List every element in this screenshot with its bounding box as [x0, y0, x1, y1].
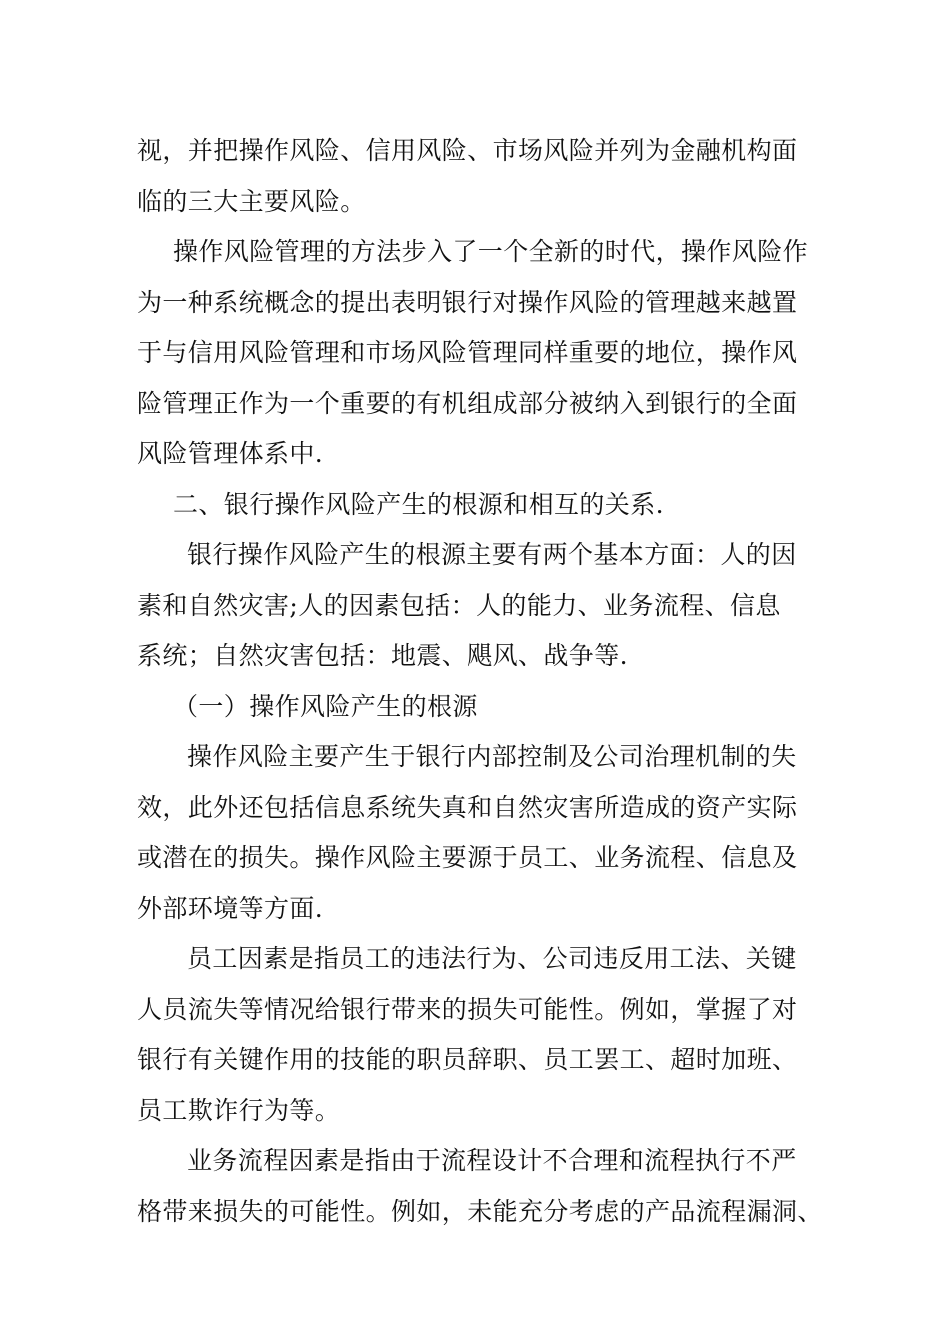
- text-line: 素和自然灾害;人的因素包括：人的能力、业务流程、信息: [137, 590, 781, 620]
- text-line: 格带来损失的可能性。例如，未能充分考虑的产品流程漏洞、: [137, 1196, 823, 1226]
- subsection-heading: （一）操作风险产生的根源: [173, 691, 478, 721]
- text-line: 风险管理体系中.: [137, 439, 324, 468]
- text-line: 临的三大主要风险。: [137, 186, 366, 216]
- text-line: 银行有关键作用的技能的职员辞职、员工罢工、超时加班、: [137, 1045, 798, 1074]
- paragraph-start-line: 操作风险管理的方法步入了一个全新的时代，操作风险作: [173, 237, 809, 266]
- paragraph-start-line: 操作风险主要产生于银行内部控制及公司治理机制的失: [187, 742, 797, 771]
- text-line: 于与信用风险管理和市场风险管理同样重要的地位，操作风: [137, 338, 798, 367]
- section-heading: 二、银行操作风险产生的根源和相互的关系.: [173, 489, 664, 519]
- text-line: 员工欺诈行为等。: [137, 1095, 341, 1125]
- text-line: 人员流失等情况给银行带来的损失可能性。例如，掌握了对: [137, 994, 798, 1024]
- text-line: 险管理正作为一个重要的有机组成部分被纳入到银行的全面: [137, 388, 798, 418]
- text-line: 外部环境等方面.: [137, 893, 324, 923]
- body-text: [137, 126, 827, 1237]
- text-line: 或潜在的损失。操作风险主要源于员工、业务流程、信息及: [137, 843, 798, 872]
- text-line: 系统；自然灾害包括：地震、飓风、战争等.: [137, 641, 628, 670]
- text-line: 为一种系统概念的提出表明银行对操作风险的管理越来越置: [137, 287, 798, 317]
- paragraph-start-line: 银行操作风险产生的根源主要有两个基本方面：人的因: [187, 540, 797, 569]
- paragraph-start-line: 业务流程因素是指由于流程设计不合理和流程执行不严: [187, 1146, 797, 1175]
- text-line: 效，此外还包括信息系统失真和自然灾害所造成的资产实际: [137, 792, 798, 822]
- text-line: 视，并把操作风险、信用风险、市场风险并列为金融机构面: [137, 136, 798, 165]
- paragraph-start-line: 员工因素是指员工的违法行为、公司违反用工法、关键: [187, 944, 797, 973]
